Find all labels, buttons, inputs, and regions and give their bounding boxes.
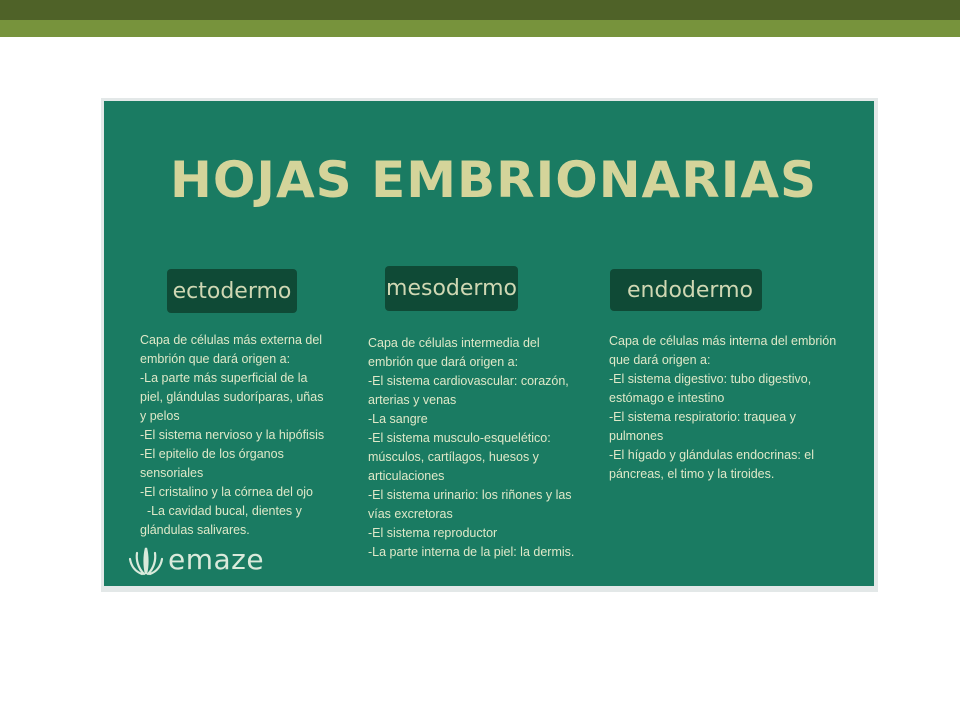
text-line: -El sistema reproductor <box>368 526 498 540</box>
text-line: Capa de células más interna del embrión <box>609 334 837 348</box>
text-line: arterias y venas <box>368 393 457 407</box>
text-line: pulmones <box>609 429 664 443</box>
text-line: músculos, cartílagos, huesos y <box>368 450 539 464</box>
mesodermo-label: mesodermo <box>385 266 518 311</box>
text-line: embrión que dará origen a: <box>140 352 291 366</box>
text-line: embrión que dará origen a: <box>368 355 519 369</box>
text-line: páncreas, el timo y la tiroides. <box>609 467 775 481</box>
emaze-logo-icon <box>128 544 164 576</box>
top-bar-dark <box>0 0 960 20</box>
endodermo-label: endodermo <box>610 269 762 311</box>
text-line: sensoriales <box>140 466 204 480</box>
slide-title: HOJAS EMBRIONARIAS <box>170 151 818 209</box>
ectodermo-description <box>140 331 340 540</box>
text-line: -El sistema cardiovascular: corazón, <box>368 374 569 388</box>
text-line: -La cavidad bucal, dientes y <box>140 504 302 518</box>
text-line: -El sistema urinario: los riñones y las <box>368 488 572 502</box>
text-line: estómago e intestino <box>609 391 725 405</box>
top-bar-light <box>0 20 960 37</box>
text-line: -El sistema digestivo: tubo digestivo, <box>609 372 812 386</box>
text-line: que dará origen a: <box>609 353 711 367</box>
text-line: glándulas salivares. <box>140 523 250 537</box>
text-line: -El sistema respiratorio: traquea y <box>609 410 796 424</box>
text-line: -El cristalino y la córnea del ojo <box>140 485 313 499</box>
endodermo-description <box>609 332 849 484</box>
text-line: Capa de células más externa del <box>140 333 323 347</box>
text-line: -El hígado y glándulas endocrinas: el <box>609 448 814 462</box>
text-line: articulaciones <box>368 469 445 483</box>
slide-image <box>104 101 874 586</box>
text-line: -El epitelio de los órganos <box>140 447 284 461</box>
text-line: -La sangre <box>368 412 428 426</box>
text-line: -El sistema nervioso y la hipófisis <box>140 428 325 442</box>
emaze-logo-text: emaze <box>168 543 265 576</box>
ectodermo-label: ectodermo <box>167 269 297 313</box>
text-line: y pelos <box>140 409 180 423</box>
text-line: -La parte más superficial de la <box>140 371 308 385</box>
text-line: piel, glándulas sudoríparas, uñas <box>140 390 324 404</box>
text-line: vías excretoras <box>368 507 453 521</box>
text-line: -El sistema musculo-esquelético: <box>368 431 551 445</box>
text-line: Capa de células intermedia del <box>368 336 540 350</box>
emaze-logo <box>128 543 264 576</box>
mesodermo-description <box>368 334 588 562</box>
text-line: -La parte interna de la piel: la dermis. <box>368 545 575 559</box>
